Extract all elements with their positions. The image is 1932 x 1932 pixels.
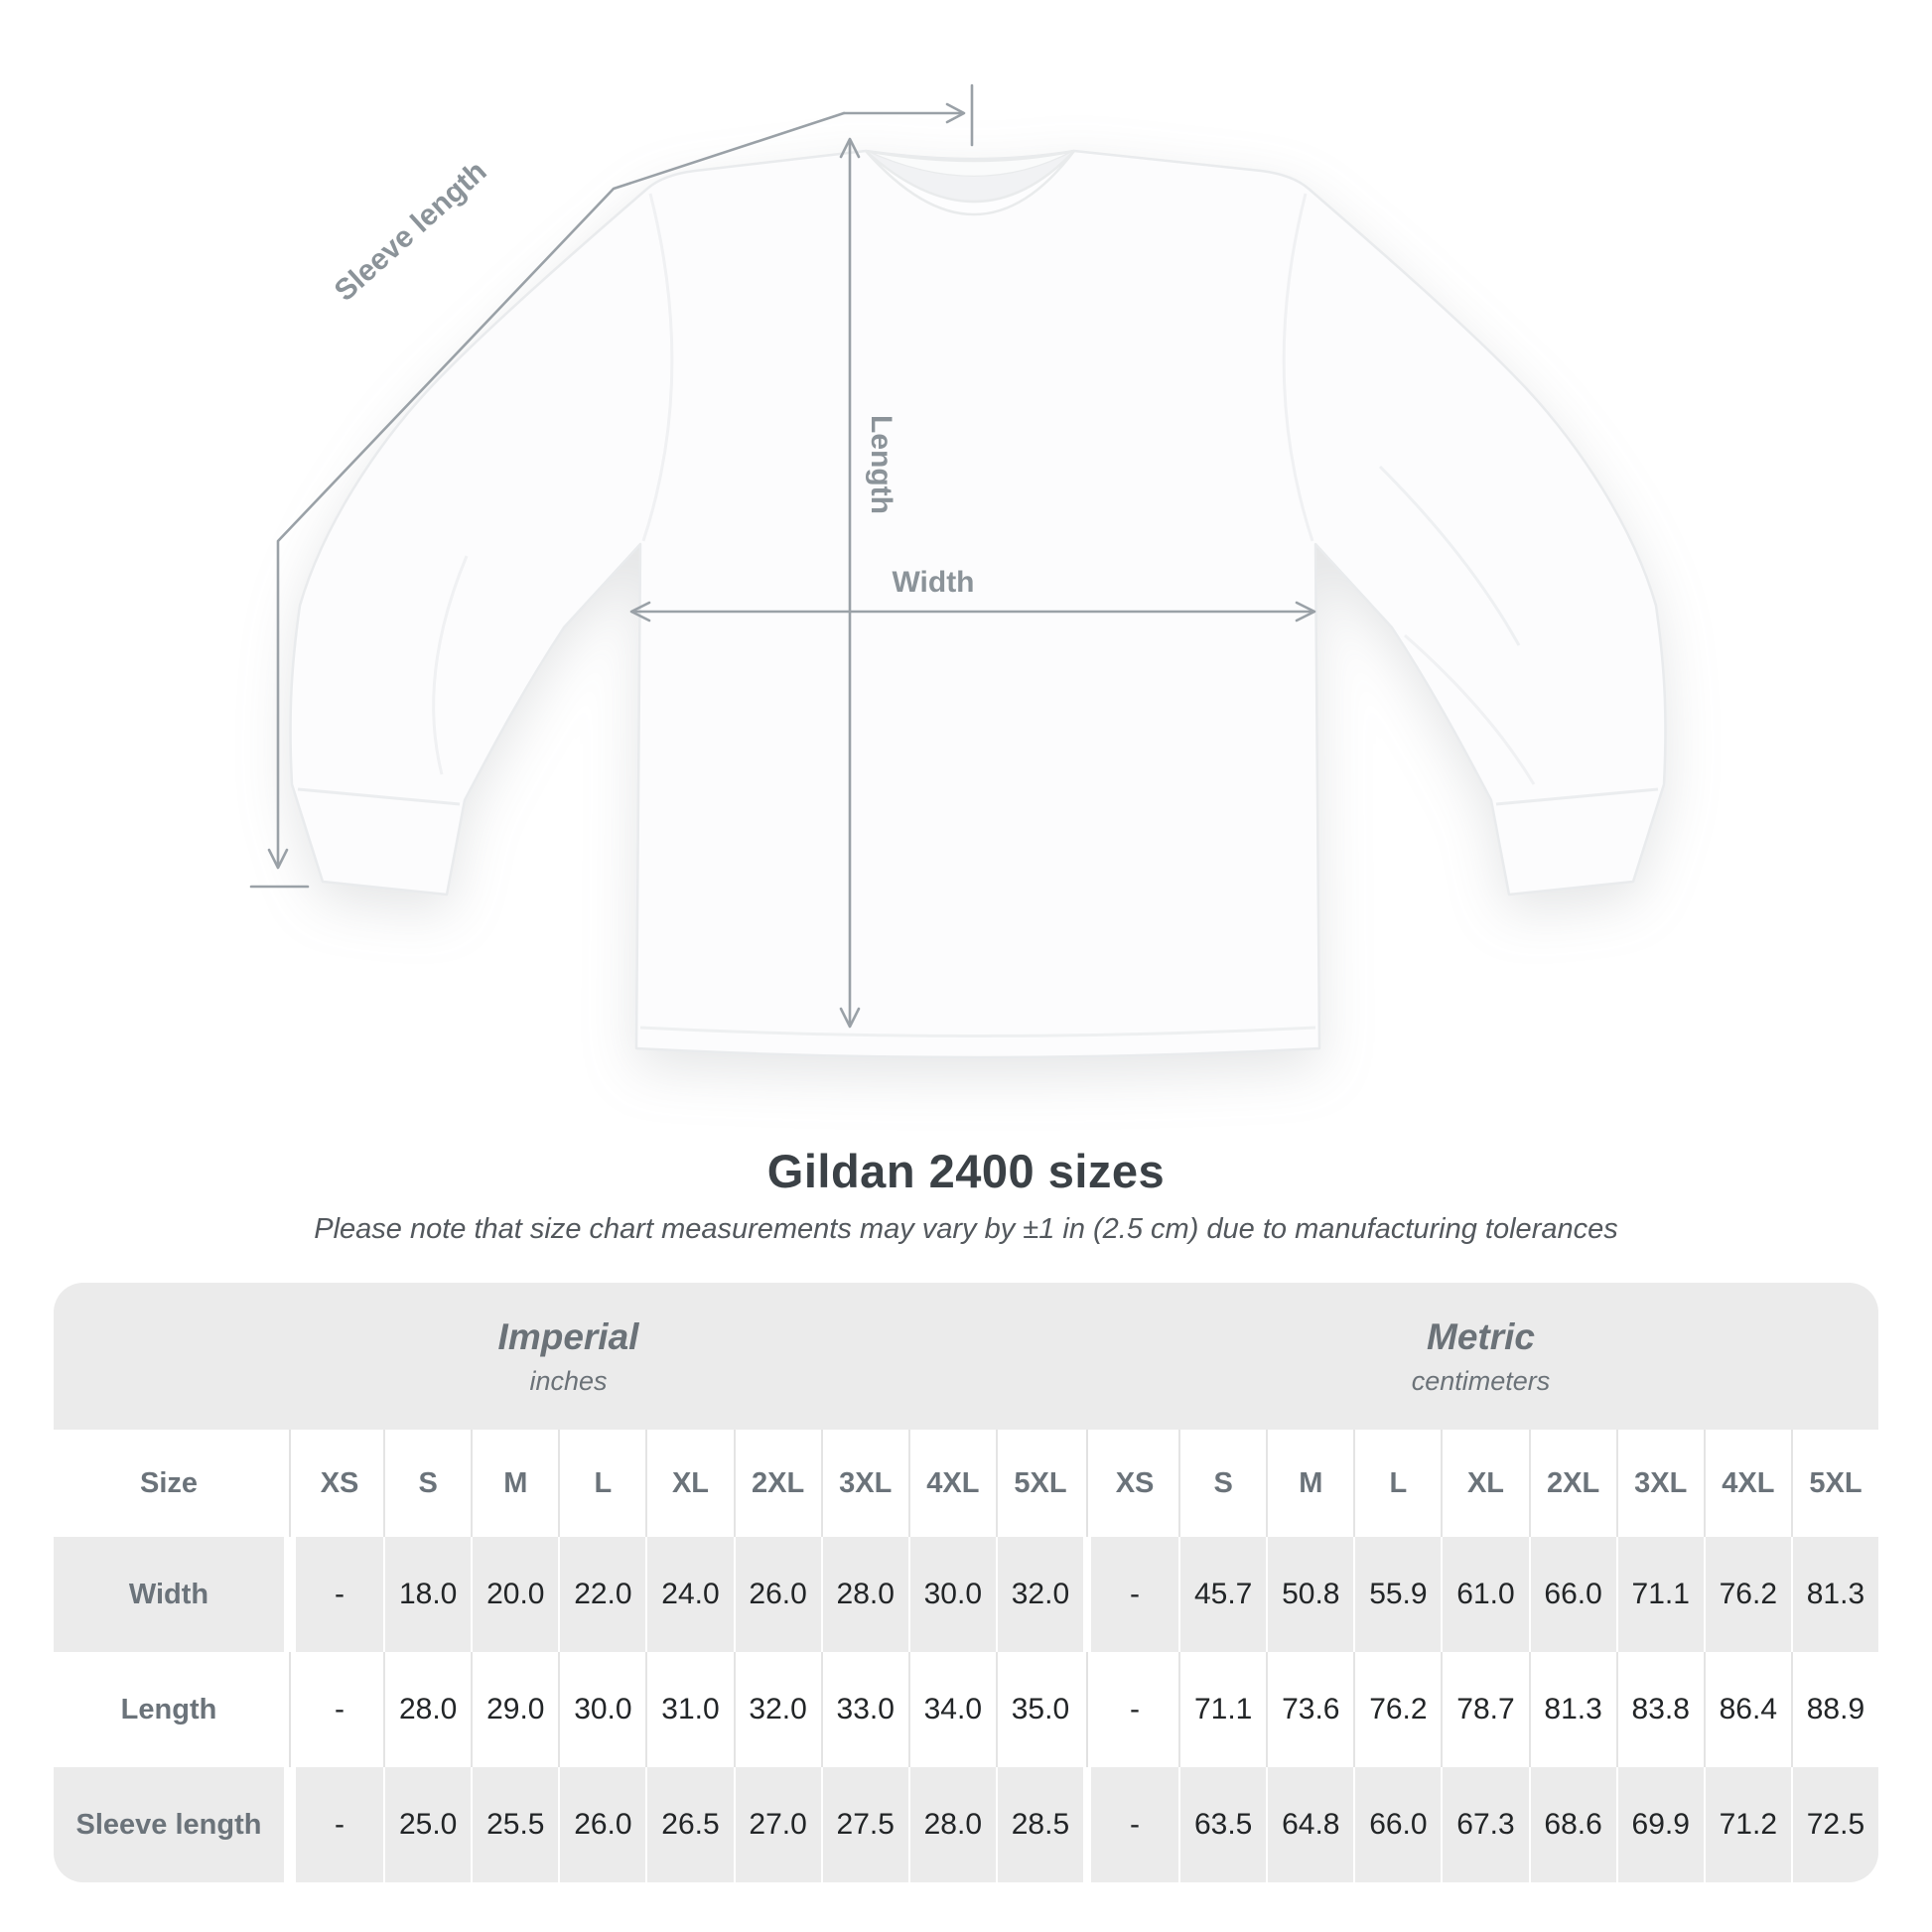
length-imperial-value: 28.0 [383, 1652, 471, 1767]
length-imperial-value: 32.0 [734, 1652, 821, 1767]
size-col-header: 5XL [1791, 1430, 1878, 1537]
length-label: Length [865, 415, 897, 514]
length-metric-value: - [1130, 1693, 1141, 1725]
table-row-width [54, 1537, 1878, 1652]
sleeve-metric-value: 68.6 [1529, 1767, 1616, 1882]
length-imperial-value: 34.0 [908, 1652, 996, 1767]
label-column-divider [284, 1767, 296, 1882]
sleeve-imperial-value: 27.5 [821, 1767, 908, 1882]
length-metric-value: 76.2 [1353, 1652, 1441, 1767]
label-column-divider [284, 1652, 296, 1767]
width-imperial-value: 28.0 [821, 1537, 908, 1652]
imperial-group-title: Imperial [497, 1315, 639, 1357]
table-row-length [54, 1652, 1878, 1767]
imperial-group-unit: inches [529, 1365, 608, 1396]
size-table [54, 1283, 1878, 1882]
sleeve-imperial-value: 27.0 [734, 1767, 821, 1882]
size-col-header: 3XL [1616, 1430, 1704, 1537]
length-metric-value: 88.9 [1791, 1652, 1878, 1767]
width-metric-value: 71.1 [1616, 1537, 1704, 1652]
size-col-header: 2XL [734, 1430, 821, 1537]
sleeve-imperial-value: 26.0 [558, 1767, 645, 1882]
unit-group-header-row [54, 1283, 1878, 1430]
width-metric-value: 66.0 [1529, 1537, 1616, 1652]
size-col-header: S [383, 1430, 471, 1537]
sleeve-metric-value: - [1091, 1767, 1178, 1882]
sleeve-metric-value: 71.2 [1704, 1767, 1791, 1882]
length-metric-value: 83.8 [1616, 1652, 1704, 1767]
length-imperial-value: 31.0 [645, 1652, 733, 1767]
page-title: Gildan 2400 sizes [766, 1145, 1166, 1197]
size-col-header: 3XL [821, 1430, 908, 1537]
width-imperial-value: 20.0 [471, 1537, 558, 1652]
length-metric-value: 86.4 [1704, 1652, 1791, 1767]
sleeve-metric-value: 63.5 [1178, 1767, 1266, 1882]
length-imperial-value: 35.0 [996, 1652, 1083, 1767]
width-imperial-value: 22.0 [558, 1537, 645, 1652]
row-label: Length [120, 1693, 217, 1725]
sleeve-metric-value: 66.0 [1353, 1767, 1441, 1882]
sleeve-imperial-value: - [296, 1767, 383, 1882]
label-column-divider [284, 1537, 296, 1652]
width-imperial-value: - [296, 1537, 383, 1652]
width-metric-value: 50.8 [1266, 1537, 1353, 1652]
length-metric-value: 73.6 [1266, 1652, 1353, 1767]
unit-group-divider [1083, 1767, 1091, 1882]
width-imperial-value: 32.0 [996, 1537, 1083, 1652]
width-metric-value: 76.2 [1704, 1537, 1791, 1652]
length-imperial-value: 33.0 [821, 1652, 908, 1767]
metric-group-header [1083, 1283, 1878, 1430]
size-col-header: XS [320, 1466, 359, 1499]
imperial-group-header [54, 1283, 1083, 1430]
size-col-header: 2XL [1529, 1430, 1616, 1537]
length-imperial-value: 29.0 [471, 1652, 558, 1767]
page-subtitle: Please note that size chart measurements may vary by ±1 in (2.5 cm) due to manufacturing tolerances [314, 1213, 1618, 1245]
long-sleeve-shirt-graphic [291, 151, 1666, 1057]
sleeve-metric-value: 72.5 [1791, 1767, 1878, 1882]
size-col-header: L [1353, 1430, 1441, 1537]
row-label: Width [54, 1537, 284, 1652]
sleeve-metric-value: 64.8 [1266, 1767, 1353, 1882]
length-metric-value: 71.1 [1178, 1652, 1266, 1767]
sleeve-length-label: Sleeve length [328, 154, 493, 308]
size-col-header: 4XL [908, 1430, 996, 1537]
unit-group-divider [1083, 1652, 1091, 1767]
width-label: Width [892, 566, 975, 599]
width-metric-value: 81.3 [1791, 1537, 1878, 1652]
width-imperial-value: 24.0 [645, 1537, 733, 1652]
size-corner-label: Size [139, 1466, 199, 1499]
unit-group-divider [1083, 1430, 1091, 1537]
sleeve-metric-value: 67.3 [1441, 1767, 1528, 1882]
sleeve-imperial-value: 25.0 [383, 1767, 471, 1882]
width-metric-value: 61.0 [1441, 1537, 1528, 1652]
size-col-header: 4XL [1704, 1430, 1791, 1537]
size-col-header: L [558, 1430, 645, 1537]
label-column-divider [284, 1430, 296, 1537]
sleeve-imperial-value: 28.0 [908, 1767, 996, 1882]
row-label: Sleeve length [54, 1767, 284, 1882]
size-col-header: XL [645, 1430, 733, 1537]
sleeve-imperial-value: 28.5 [996, 1767, 1083, 1882]
sleeve-imperial-value: 25.5 [471, 1767, 558, 1882]
length-imperial-value: 30.0 [558, 1652, 645, 1767]
width-metric-value: 55.9 [1353, 1537, 1441, 1652]
width-metric-value: 45.7 [1178, 1537, 1266, 1652]
sleeve-imperial-value: 26.5 [645, 1767, 733, 1882]
size-col-header: M [471, 1430, 558, 1537]
length-metric-value: 78.7 [1441, 1652, 1528, 1767]
unit-group-divider [1083, 1537, 1091, 1652]
size-col-header: XL [1441, 1430, 1528, 1537]
width-metric-value: - [1091, 1537, 1178, 1652]
metric-group-title: Metric [1427, 1315, 1535, 1357]
width-imperial-value: 18.0 [383, 1537, 471, 1652]
table-row-sleeve-length [54, 1767, 1878, 1882]
length-metric-value: 81.3 [1529, 1652, 1616, 1767]
size-col-header: XS [1115, 1466, 1155, 1499]
size-col-header: 5XL [996, 1430, 1083, 1537]
width-imperial-value: 30.0 [908, 1537, 996, 1652]
width-imperial-value: 26.0 [734, 1537, 821, 1652]
size-col-header: M [1266, 1430, 1353, 1537]
length-imperial-value: - [335, 1693, 345, 1725]
sleeve-metric-value: 69.9 [1616, 1767, 1704, 1882]
size-header-row [54, 1430, 1878, 1537]
metric-group-unit: centimeters [1411, 1365, 1551, 1396]
size-col-header: S [1178, 1430, 1266, 1537]
